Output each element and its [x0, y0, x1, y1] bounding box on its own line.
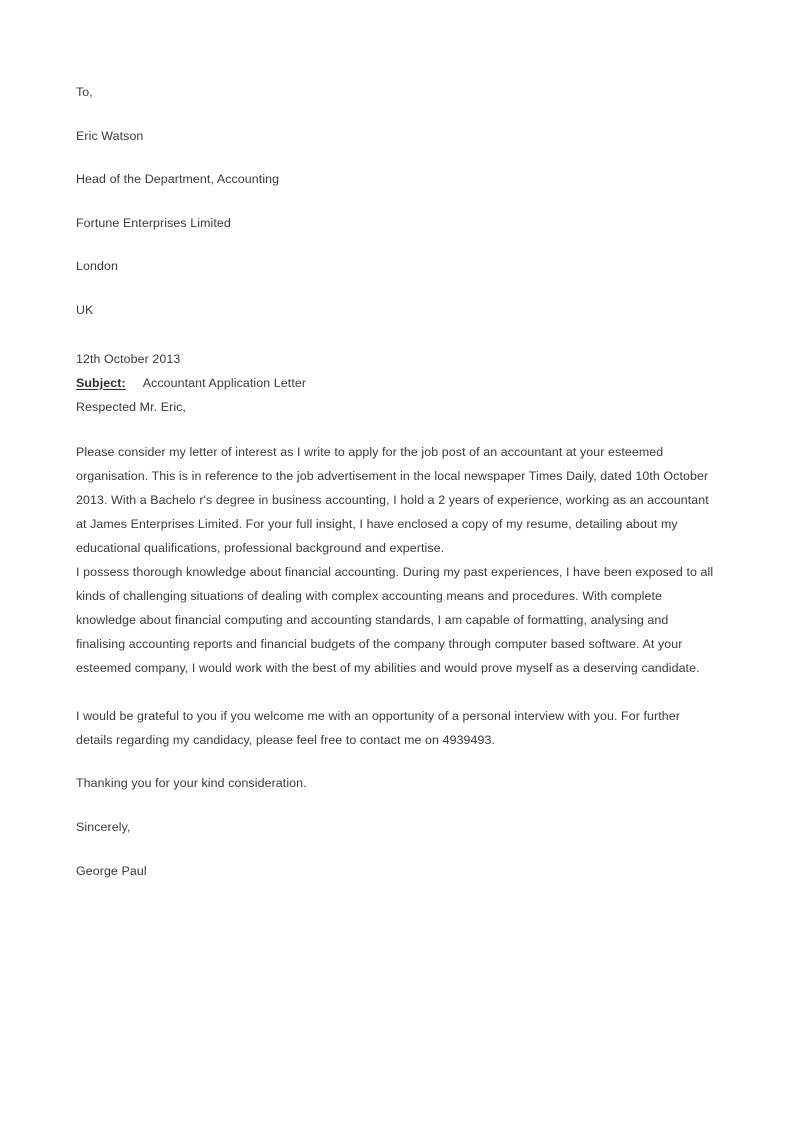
recipient-title: Head of the Department, Accounting — [76, 172, 280, 186]
recipient-name: Eric Watson — [76, 128, 144, 143]
letter-meta-block — [76, 347, 717, 419]
greeting-salutation: Respected Mr. Eric, — [76, 399, 187, 414]
letter-closing-block — [76, 772, 717, 882]
recipient-city: London — [76, 259, 118, 273]
subject-value: Accountant Application Letter — [142, 375, 307, 390]
sender-name: George Paul — [76, 863, 147, 878]
letter-date: 12th October 2013 — [76, 351, 181, 366]
letter-content-block — [76, 440, 717, 752]
body-paragraph-3: I would be grateful to you if you welcome me with an opportunity of a personal interview with you. For further details regarding my candidacy, please feel free to contact me on 4939493. — [76, 708, 684, 747]
body-paragraph-2: I possess thorough knowledge about financial accounting. During my past experiences, I have been exposed to all kinds of challenging situations of dealing with complex accounting means and procedures. With complete knowledge about financial computing and accounting standards, I am capable of formatting, analysing and finalising accounting reports and financial budgets of the company through computer based software. At your esteemed company, I would work with the best of my abilities and would prove myself as a deserving candidate. — [76, 564, 717, 675]
recipient-company: Fortune Enterprises Limited — [76, 215, 231, 230]
subject-line — [76, 371, 717, 395]
recipient-address-block — [76, 82, 717, 321]
closing-thanks: Thanking you for your kind consideration. — [76, 775, 307, 790]
recipient-country: UK — [76, 302, 94, 317]
closing-valediction: Sincerely, — [76, 819, 131, 834]
body-paragraph-1: Please consider my letter of interest as I write to apply for the job post of an accountant at your esteemed organisation. This is in reference to the job advertisement in the local newspaper Times Daily, dated 10th October 2013. With a Bachelo r's degree in business accounting, I hold a 2 years of experience, working as an accountant at James Enterprises Limited. For your full insight, I have enclosed a copy of my resume, detailing about my educational qualifications, professional background and expertise. — [76, 444, 713, 555]
letter-body — [76, 82, 717, 882]
subject-label: Subject: — [76, 375, 126, 390]
recipient-to-prefix: To, — [76, 85, 93, 99]
